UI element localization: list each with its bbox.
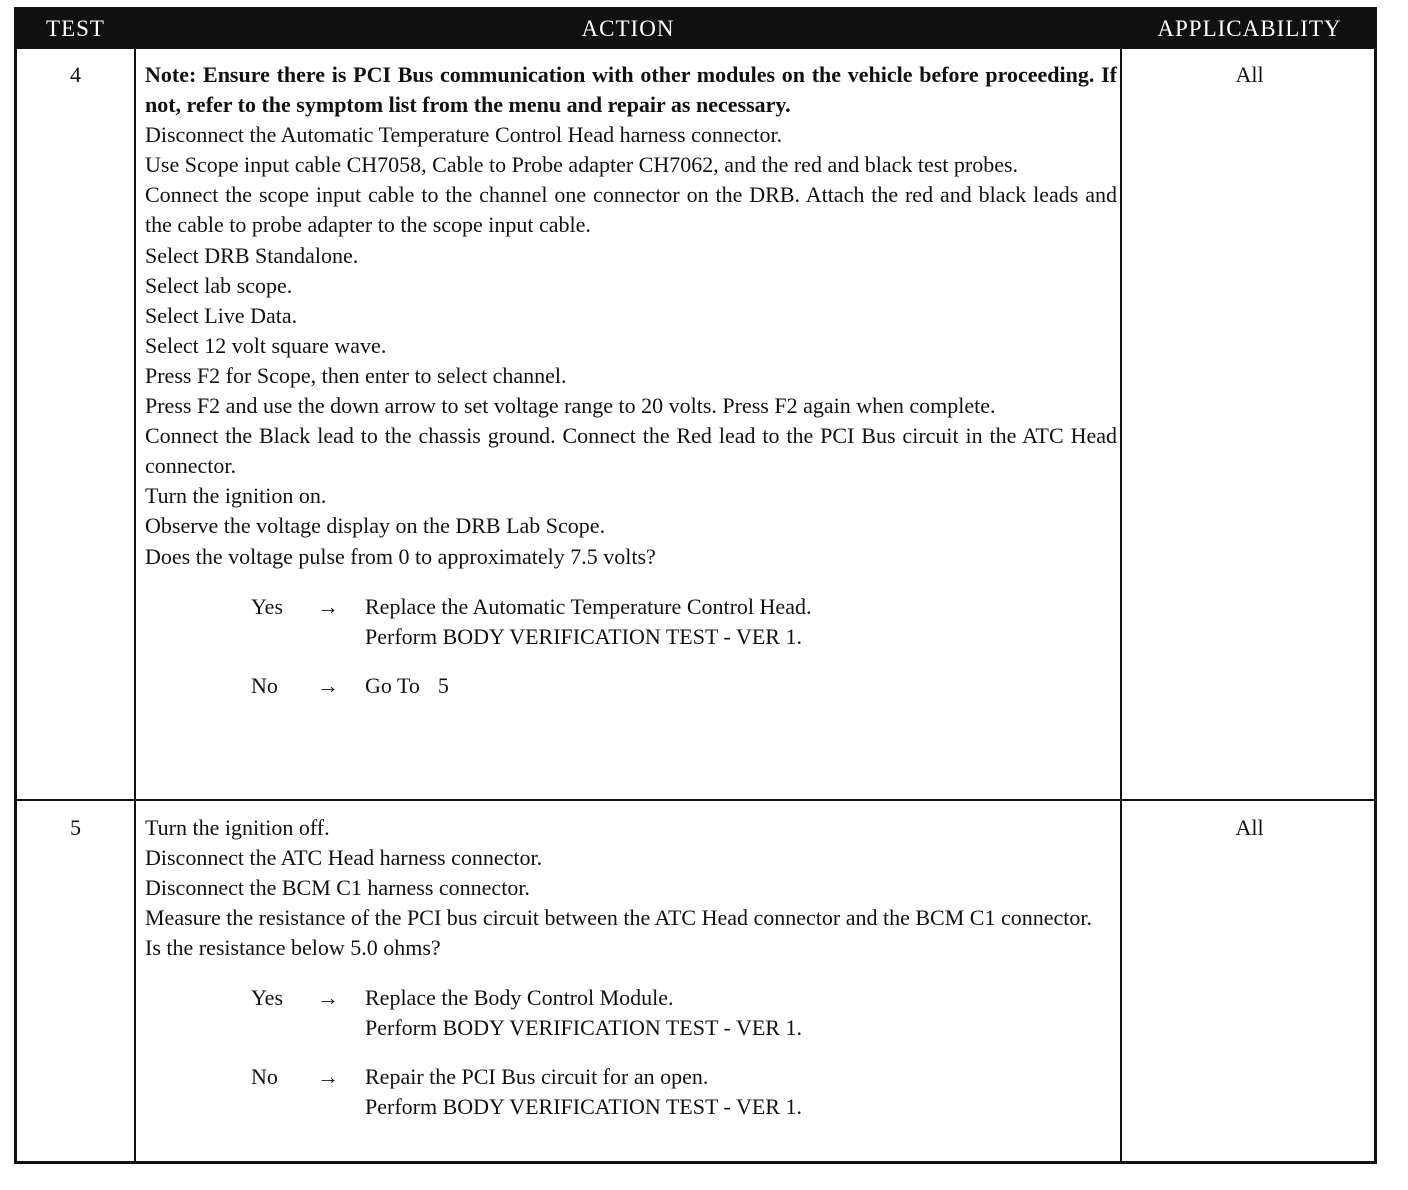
diagnostic-test-table [14, 7, 1377, 1164]
yes-branch-continued [145, 622, 1117, 652]
step-text: Use Scope input cable CH7058, Cable to Probe adapter CH7062, and the red and black test probes. [145, 152, 1019, 178]
step-text: Disconnect the BCM C1 harness connector. [145, 875, 530, 901]
step-text: Does the voltage pulse from 0 to approximately 7.5 volts? [145, 543, 656, 569]
yes-label: Yes [251, 593, 284, 619]
step-text: Disconnect the ATC Head harness connector. [145, 845, 543, 871]
test-5-action [145, 813, 1117, 1122]
step-text: Press F2 and use the down arrow to set voltage range to 20 volts. Press F2 again when complete. [145, 393, 996, 419]
step-text: Select 12 volt square wave. [145, 332, 387, 358]
verification-text: Perform BODY VERIFICATION TEST - VER 1. [365, 1015, 802, 1041]
right-arrow-icon: → [317, 672, 339, 698]
yes-action-text: Replace the Automatic Temperature Control Head. [365, 593, 812, 619]
goto-text: Go To [365, 672, 420, 698]
note-text: Note: Ensure there is PCI Bus communication with other modules on the vehicle before proceeding. If not, refer to the symptom list from the menu and repair as necessary. [145, 62, 1117, 118]
right-arrow-icon: → [317, 593, 339, 619]
goto-reference [365, 671, 449, 701]
yes-branch [145, 592, 1117, 622]
step-text: Measure the resistance of the PCI bus circuit between the ATC Head connector and the BCM C1 connector. [145, 905, 1092, 931]
column-divider [1120, 10, 1122, 1161]
step-text: Turn the ignition off. [145, 815, 330, 840]
header-applicability: APPLICABILITY [1157, 16, 1342, 41]
no-branch-continued [145, 1092, 1117, 1122]
right-arrow-icon: → [317, 1064, 339, 1090]
verification-text: Perform BODY VERIFICATION TEST - VER 1. [365, 1094, 802, 1120]
no-branch [145, 671, 1117, 701]
goto-number: 5 [437, 672, 449, 698]
step-text: Connect the scope input cable to the channel one connector on the DRB. Attach the red and black leads and the cable to probe adapter to the scope input cable. [145, 182, 1117, 238]
step-text: Observe the voltage display on the DRB Lab Scope. [145, 513, 606, 539]
applicability-value: All [1235, 815, 1264, 840]
verification-text: Perform BODY VERIFICATION TEST - VER 1. [365, 623, 802, 649]
step-text: Is the resistance below 5.0 ohms? [145, 935, 441, 961]
no-branch [145, 1062, 1117, 1092]
column-divider [134, 10, 136, 1161]
no-label: No [251, 672, 278, 698]
test-4-action [145, 60, 1117, 701]
row-divider [17, 799, 1374, 801]
header-test: TEST [46, 16, 105, 41]
test-number: 5 [70, 815, 81, 840]
applicability-value: All [1235, 62, 1264, 87]
step-text: Connect the Black lead to the chassis ground. Connect the Red lead to the PCI Bus circuit in the ATC Head connector. [145, 423, 1117, 479]
yes-branch [145, 983, 1117, 1013]
yes-label: Yes [251, 985, 284, 1011]
table-header [17, 10, 1374, 49]
yes-branch-continued [145, 1013, 1117, 1043]
step-text: Select Live Data. [145, 302, 298, 328]
step-text: Select DRB Standalone. [145, 242, 359, 268]
header-action: ACTION [581, 16, 675, 41]
no-label: No [251, 1064, 278, 1090]
step-text: Turn the ignition on. [145, 483, 327, 509]
step-text: Select lab scope. [145, 272, 293, 298]
step-text: Disconnect the Automatic Temperature Control Head harness connector. [145, 122, 783, 148]
right-arrow-icon: → [317, 985, 339, 1011]
step-text: Press F2 for Scope, then enter to select channel. [145, 362, 567, 388]
yes-action-text: Replace the Body Control Module. [365, 985, 674, 1011]
no-action-text: Repair the PCI Bus circuit for an open. [365, 1064, 709, 1090]
test-number: 4 [70, 62, 81, 87]
